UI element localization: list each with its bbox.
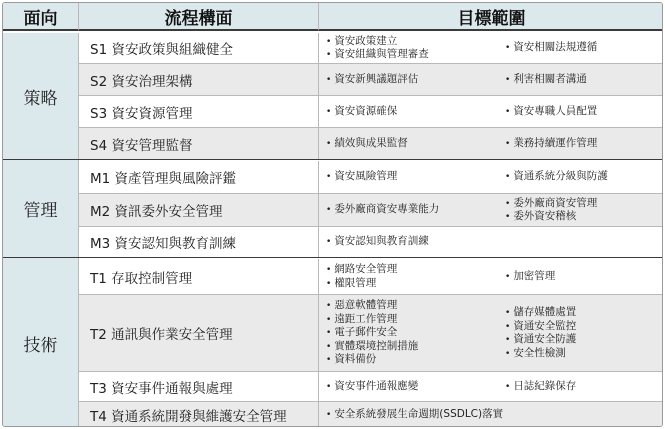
goal-item: • 資通安全監控 — [505, 320, 663, 334]
goal-item: • 資安政策建立 — [326, 35, 506, 49]
table-row — [79, 227, 663, 257]
goal-item: • 權限管理 — [326, 277, 506, 291]
goal-item: • 資安專職人員配置 — [505, 105, 663, 119]
goal-item: • 資料備份 — [326, 353, 506, 367]
process-name: M1 資產管理與風險評鑑 — [79, 161, 319, 193]
table-row — [79, 402, 663, 427]
process-name: S3 資安資源管理 — [79, 96, 319, 127]
goal-item: • 利害相關者溝通 — [505, 73, 663, 87]
goal-item: • 資安資源確保 — [326, 105, 506, 119]
goal-cell — [319, 161, 663, 193]
process-name: T1 存取控制管理 — [79, 259, 319, 294]
goal-item: • 遠距工作管理 — [326, 313, 506, 327]
process-name: S1 資安政策與組織健全 — [79, 33, 319, 63]
process-name: M3 資安認知與教育訓練 — [79, 227, 319, 257]
goal-cell — [319, 227, 663, 257]
goal-cell — [319, 33, 663, 63]
goal-item: • 業務持續運作管理 — [505, 137, 663, 151]
goal-item: • 資安相關法規遵循 — [505, 41, 663, 55]
goal-cell — [319, 259, 663, 294]
goal-item: • 委外廠商資安管理 — [505, 197, 663, 211]
table-row — [79, 96, 663, 127]
process-scope-table — [2, 2, 663, 427]
table-row — [79, 295, 663, 371]
goal-item: • 資安事件通報應變 — [326, 380, 506, 394]
goal-cell — [319, 372, 663, 401]
table-row — [79, 64, 663, 95]
process-name: M2 資訊委外安全管理 — [79, 194, 319, 226]
goal-item: • 績效與成果監督 — [326, 137, 506, 151]
goal-cell — [319, 128, 663, 159]
table-row — [79, 194, 663, 226]
group-technology: 技術 — [3, 258, 79, 427]
goal-cell — [319, 295, 663, 371]
table-row — [79, 259, 663, 294]
goal-item: • 資安認知與教育訓練 — [326, 235, 660, 249]
goal-item: • 日誌紀錄保存 — [505, 380, 663, 394]
process-name: T2 通訊與作業安全管理 — [79, 295, 319, 371]
process-name: S2 資安治理架構 — [79, 64, 319, 95]
goal-item: • 資安組織與管理審查 — [326, 48, 506, 62]
table-row — [79, 161, 663, 193]
table-row — [79, 372, 663, 401]
goal-item: • 實體環境控制措施 — [326, 340, 506, 354]
goal-cell — [319, 194, 663, 226]
goal-item: • 安全系統發展生命週期(SSDLC)落實 — [326, 408, 660, 422]
goal-item: • 資安風險管理 — [326, 170, 506, 184]
goal-item: • 資安新興議題評估 — [326, 73, 506, 87]
goal-item: • 委外資安稽核 — [505, 210, 663, 224]
header-process: 流程構面 — [79, 3, 319, 31]
header-goals: 目標範圍 — [319, 3, 663, 31]
goal-item: • 惡意軟體管理 — [326, 299, 506, 313]
goal-item: • 儲存媒體處置 — [505, 306, 663, 320]
goal-item: • 網路安全管理 — [326, 263, 506, 277]
process-name: S4 資安管理監督 — [79, 128, 319, 159]
group-management: 管理 — [3, 160, 79, 257]
goal-item: • 資通安全防護 — [505, 333, 663, 347]
process-name: T3 資安事件通報與處理 — [79, 372, 319, 401]
table-row — [79, 33, 663, 63]
goal-item: • 委外廠商資安專業能力 — [326, 203, 506, 217]
header-aspect: 面向 — [3, 3, 79, 31]
goal-item: • 安全性檢測 — [505, 347, 663, 361]
goal-cell — [319, 64, 663, 95]
group-strategy: 策略 — [3, 33, 79, 159]
goal-item: • 加密管理 — [505, 270, 663, 284]
process-name: T4 資通系統開發與維護安全管理 — [79, 402, 319, 427]
goal-cell — [319, 96, 663, 127]
table-row — [79, 128, 663, 159]
goal-item: • 資通系統分級與防護 — [505, 170, 663, 184]
goal-item: • 電子郵件安全 — [326, 326, 506, 340]
goal-cell — [319, 402, 663, 427]
